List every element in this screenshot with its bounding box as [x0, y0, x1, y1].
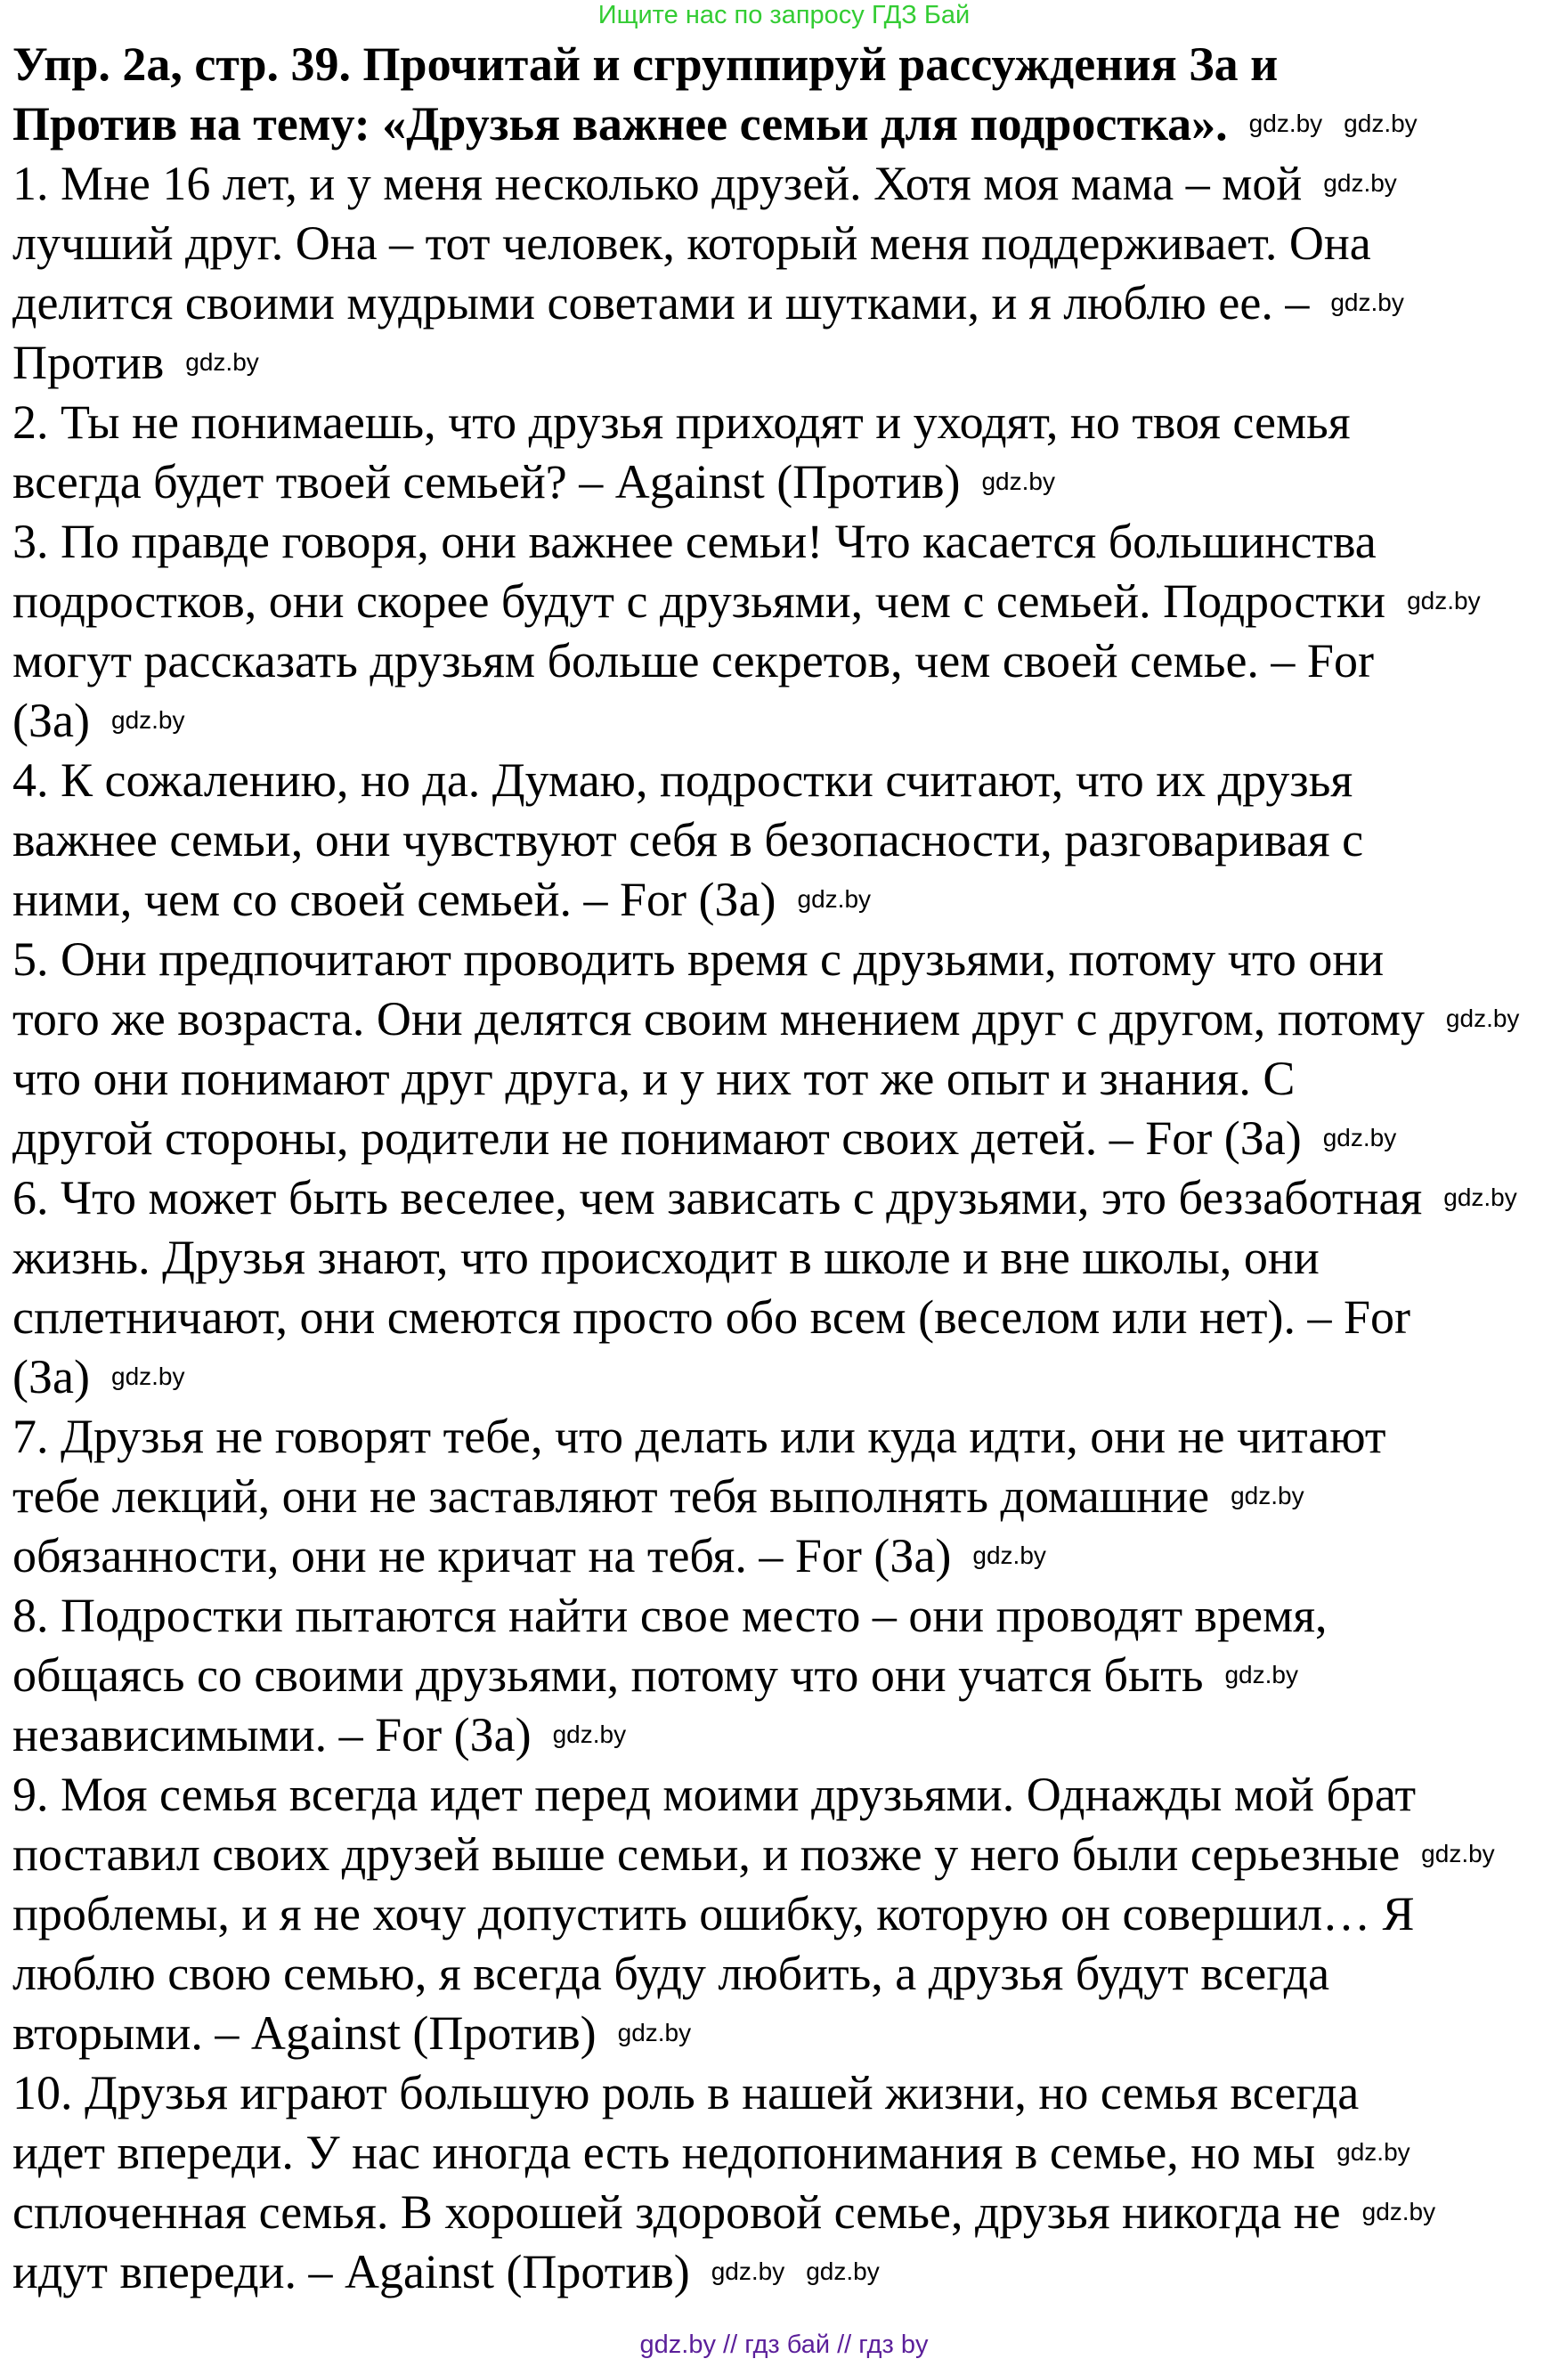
text-line: 6. Что может быть веселее, чем зависать с друзьями, это беззаботная: [12, 1171, 1423, 1224]
text-line: идет впереди. У нас иногда есть недопонимания в семье, но мы: [12, 2126, 1316, 2179]
watermark: gdz.by: [981, 468, 1055, 495]
watermark: gdz.by: [1224, 1661, 1298, 1688]
text-line: вторыми. – Against (Против): [12, 2006, 597, 2060]
watermark: gdz.by: [1361, 2198, 1436, 2225]
text-line: 9. Моя семья всегда идет перед моими друзьями. Однажды мой брат: [12, 1768, 1417, 1821]
text-line: 8. Подростки пытаются найти свое место – они проводят время,: [12, 1589, 1328, 1642]
watermark: gdz.by: [972, 1541, 1046, 1569]
watermark: gdz.by: [1445, 1005, 1520, 1032]
text-line: важнее семьи, они чувствуют себя в безопасности, разговаривая с: [12, 813, 1364, 866]
text-line: другой стороны, родители не понимают своих детей. – For (За): [12, 1111, 1302, 1165]
search-banner: Ищите нас по запросу ГДЗ Бай: [597, 1, 971, 29]
text-line: 10. Друзья играют большую роль в нашей жизни, но семья всегда: [12, 2066, 1360, 2119]
text-line: ними, чем со своей семьей. – For (За): [12, 873, 776, 926]
text-line: 2. Ты не понимаешь, что друзья приходят и уходят, но твоя семья: [12, 395, 1351, 449]
text-line: независимыми. – For (За): [12, 1708, 532, 1761]
text-line: могут рассказать друзьям больше секретов, чем своей семье. – For: [12, 634, 1374, 687]
watermark: gdz.by: [185, 348, 259, 376]
watermark: gdz.by: [1407, 587, 1481, 614]
watermark: gdz.by: [1231, 1482, 1304, 1509]
watermark: gdz.by: [111, 1362, 185, 1390]
text-line: тебе лекций, они не заставляют тебя выполнять домашние: [12, 1469, 1210, 1523]
text-line: общаясь со своими друзьями, потому что они учатся быть: [12, 1648, 1204, 1702]
text-line: 1. Мне 16 лет, и у меня несколько друзей. Хотя моя мама – мой: [12, 157, 1303, 210]
text-line: идут впереди. – Against (Против): [12, 2245, 690, 2298]
watermark: gdz.by: [797, 885, 872, 913]
watermark: gdz.by: [1443, 1184, 1517, 1211]
footer-links[interactable]: gdz.by // гдз бай // гдз by: [639, 2330, 929, 2359]
text-line: Против: [12, 336, 165, 389]
text-line: люблю свою семью, я всегда буду любить, а друзья будут всегда: [12, 1947, 1330, 2000]
text-line: подростков, они скорее будут с друзьями, чем с семьей. Подростки: [12, 574, 1386, 628]
watermark: gdz.by: [552, 1720, 627, 1748]
watermark: gdz.by: [806, 2257, 880, 2285]
text-line: делится своими мудрыми советами и шутками, и я люблю ее. –: [12, 276, 1310, 329]
text-line: поставил своих друзей выше семьи, и позже у него были серьезные: [12, 1827, 1401, 1881]
text-line: 7. Друзья не говорят тебе, что делать или куда идти, они не читают: [12, 1410, 1386, 1463]
watermark: gdz.by: [1330, 289, 1404, 316]
text-line: 5. Они предпочитают проводить время с друзьями, потому что они: [12, 932, 1385, 986]
text-line: 3. По правде говоря, они важнее семьи! Что касается большинства: [12, 515, 1377, 568]
text-line: лучший друг. Она – тот человек, который меня поддерживает. Она: [12, 216, 1371, 270]
watermark: gdz.by: [1421, 1840, 1495, 1867]
text-line: всегда будет твоей семьей? – Against (Против): [12, 455, 961, 508]
text-line: сплетничают, они смеются просто обо всем (веселом или нет). – For: [12, 1290, 1410, 1344]
watermark: gdz.by: [711, 2257, 785, 2285]
text-line: 4. К сожалению, но да. Думаю, подростки считают, что их друзья: [12, 753, 1353, 807]
watermark: gdz.by: [617, 2019, 692, 2046]
title-line: Против на тему: «Друзья важнее семьи для подростка».: [12, 97, 1228, 150]
text-line: жизнь. Друзья знают, что происходит в школе и вне школы, они: [12, 1231, 1320, 1284]
watermark: gdz.by: [1344, 110, 1418, 137]
watermark: gdz.by: [1323, 169, 1397, 197]
text-line: обязанности, они не кричат на тебя. – For (За): [12, 1529, 952, 1582]
text-line: сплоченная семья. В хорошей здоровой семье, друзья никогда не: [12, 2185, 1341, 2239]
text-line: проблемы, и я не хочу допустить ошибку, которую он совершил… Я: [12, 1887, 1415, 1940]
title-line: Упр. 2а, стр. 39. Прочитай и сгруппируй рассуждения За и: [12, 37, 1279, 91]
text-line: (За): [12, 694, 90, 747]
watermark: gdz.by: [111, 706, 185, 734]
text-line: (За): [12, 1350, 90, 1403]
watermark: gdz.by: [1336, 2138, 1410, 2166]
watermark: gdz.by: [1248, 110, 1323, 137]
watermark: gdz.by: [1322, 1124, 1397, 1151]
text-line: что они понимают друг друга, и у них тот же опыт и знания. С: [12, 1052, 1296, 1105]
text-line: того же возраста. Они делятся своим мнением друг с другом, потому: [12, 992, 1425, 1045]
